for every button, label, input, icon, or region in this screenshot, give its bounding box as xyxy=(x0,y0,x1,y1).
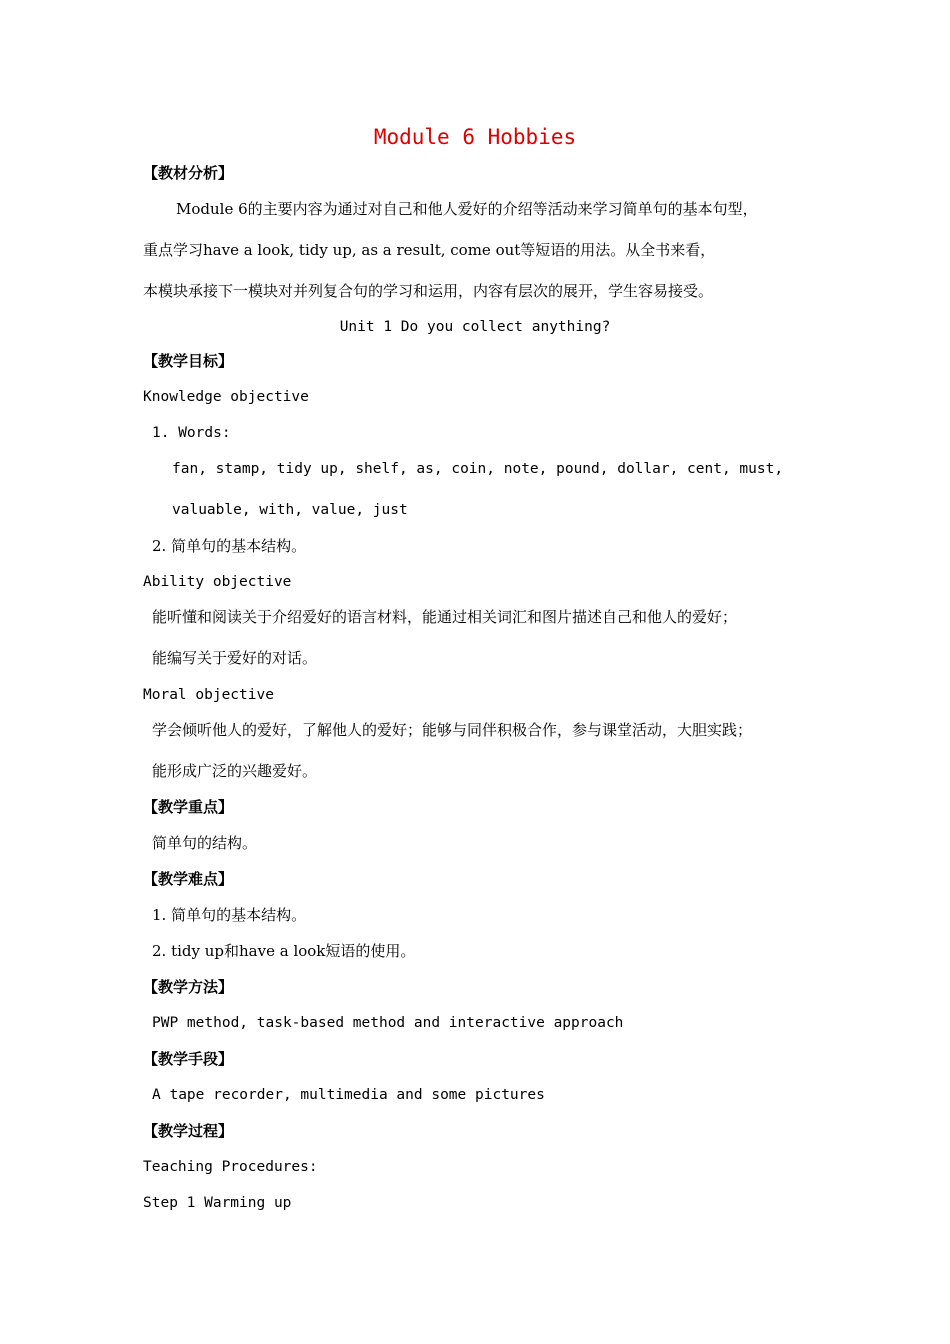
word-list-line-2: valuable, with, value, just xyxy=(172,502,408,518)
moral-objective-label: Moral objective xyxy=(143,687,274,703)
key-points-line: 简单句的结构。 xyxy=(152,834,258,852)
analysis-heading: 【教材分析】 xyxy=(143,164,234,182)
step-1-heading: Step 1 Warming up xyxy=(143,1195,292,1211)
word-list-line-1: fan, stamp, tidy up, shelf, as, coin, note, pound, dollar, cent, must, xyxy=(172,461,784,477)
ability-line-1: 能听懂和阅读关于介绍爱好的语言材料，能通过相关词汇和图片描述自己和他人的爱好； xyxy=(152,608,738,626)
ability-line-2: 能编写关于爱好的对话。 xyxy=(152,649,318,667)
unit-title: Unit 1 Do you collect anything? xyxy=(339,319,611,335)
moral-line-1: 学会倾听他人的爱好，了解他人的爱好；能够与同伴积极合作，参与课堂活动，大胆实践； xyxy=(152,721,753,739)
knowledge-item-words: 1. Words: xyxy=(152,425,231,441)
goals-heading: 【教学目标】 xyxy=(143,352,234,370)
knowledge-objective-label: Knowledge objective xyxy=(143,389,309,405)
process-heading: 【教学过程】 xyxy=(143,1122,234,1140)
key-points-heading: 【教学重点】 xyxy=(143,798,234,816)
knowledge-item-structure: 2. 简单句的基本结构。 xyxy=(152,537,307,555)
analysis-paragraph-line-1: Module 6的主要内容为通过对自己和他人爱好的介绍等活动来学习简单句的基本句型， xyxy=(176,200,758,218)
ability-objective-label: Ability objective xyxy=(143,574,292,590)
difficult-point-1: 1. 简单句的基本结构。 xyxy=(152,906,307,924)
teaching-procedures-label: Teaching Procedures: xyxy=(143,1159,318,1175)
difficult-point-2: 2. tidy up和have a look短语的使用。 xyxy=(152,942,416,960)
means-heading: 【教学手段】 xyxy=(143,1050,234,1068)
method-line: PWP method, task-based method and interactive approach xyxy=(152,1015,624,1031)
document-title: Module 6 Hobbies xyxy=(373,125,577,149)
difficult-points-heading: 【教学难点】 xyxy=(143,870,234,888)
moral-line-2: 能形成广泛的兴趣爱好。 xyxy=(152,762,318,780)
analysis-paragraph-line-2: 重点学习have a look, tidy up, as a result, come out等短语的用法。从全书来看， xyxy=(143,241,716,259)
analysis-paragraph-line-3: 本模块承接下一模块对并列复合句的学习和运用，内容有层次的展开，学生容易接受。 xyxy=(143,282,714,300)
means-line: A tape recorder, multimedia and some pictures xyxy=(152,1087,545,1103)
method-heading: 【教学方法】 xyxy=(143,978,234,996)
